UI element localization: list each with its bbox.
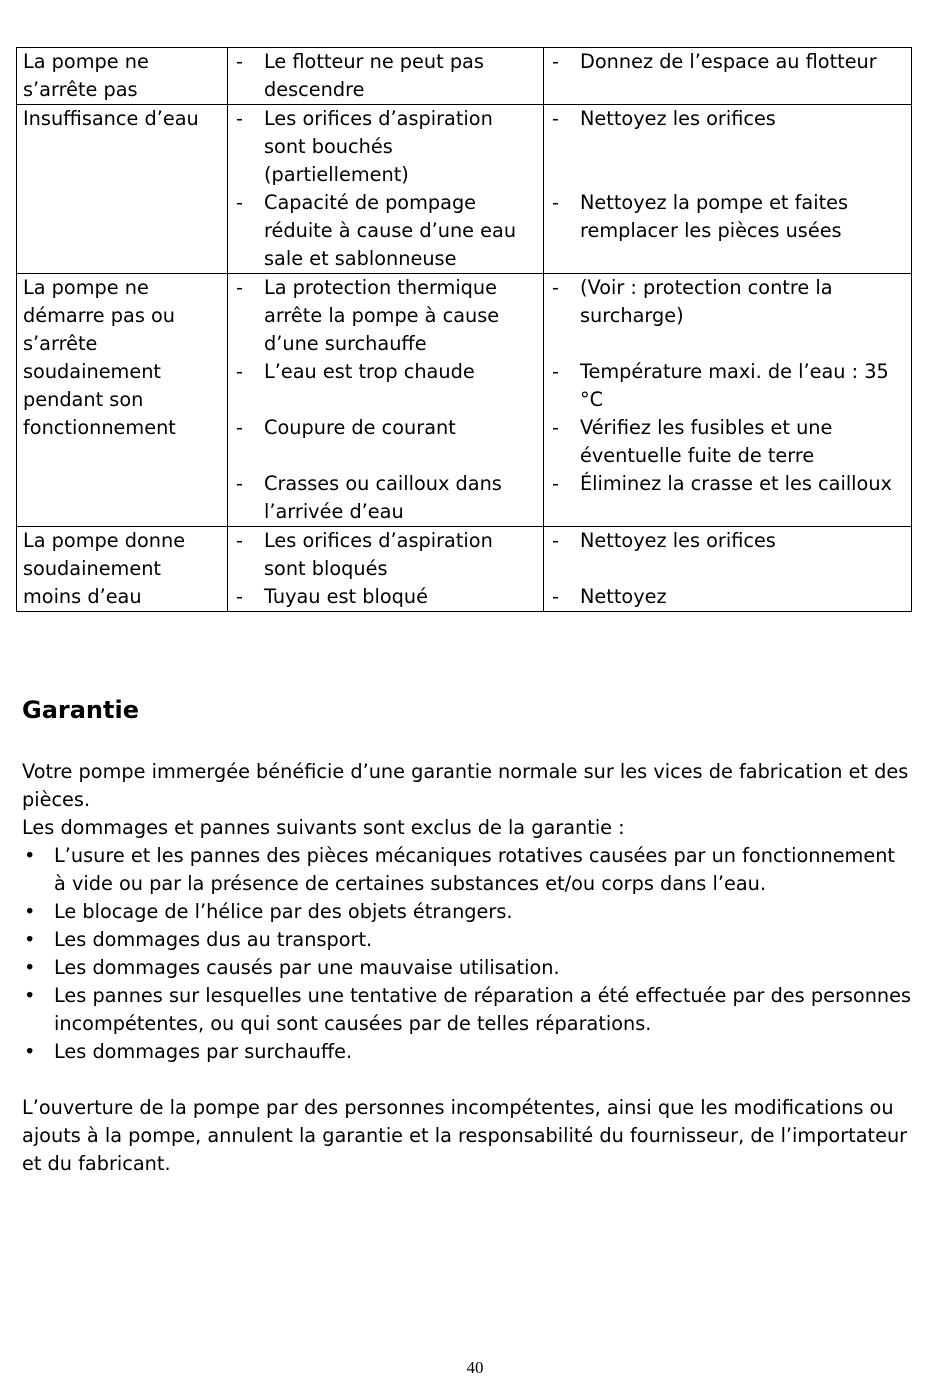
exclusion-text: Les pannes sur lesquelles une tentative de réparation a été effectuée par des personnes incompétentes, ou qui sont causées par de telles réparations.	[54, 984, 912, 1035]
cause-text: Tuyau est bloqué	[264, 585, 428, 608]
bullet-marker: •	[24, 956, 36, 979]
problem-cell	[17, 274, 228, 527]
solution-text: (Voir : protection contre la surcharge)	[580, 276, 833, 327]
dash-marker: -	[552, 276, 559, 299]
cause-cell	[228, 274, 544, 527]
bullet-marker: •	[24, 900, 36, 923]
table-row	[17, 527, 912, 612]
section-title: Garantie	[22, 696, 139, 724]
page-number: 40	[466, 1358, 484, 1377]
list-item	[22, 898, 912, 926]
exclusion-text: Les dommages causés par une mauvaise utilisation.	[54, 956, 560, 979]
solution-item	[550, 470, 907, 498]
solution-item	[550, 583, 907, 611]
solution-text: Éliminez la crasse et les cailloux	[580, 472, 892, 495]
solution-cell	[544, 105, 912, 274]
dash-marker: -	[236, 585, 243, 608]
list-item	[22, 982, 912, 1038]
dash-marker: -	[236, 107, 243, 130]
problem-text: La pompe ne s’arrête pas	[23, 50, 149, 101]
problem-text: La pompe donne soudainement moins d’eau	[23, 529, 186, 608]
problem-cell	[17, 105, 228, 274]
cause-cell	[228, 105, 544, 274]
table-row	[17, 48, 912, 105]
solution-item	[550, 274, 907, 330]
dash-marker: -	[236, 360, 243, 383]
bullet-marker: •	[24, 928, 36, 951]
table-row	[17, 105, 912, 274]
exclusion-text: Les dommages dus au transport.	[54, 928, 373, 951]
dash-marker: -	[552, 360, 559, 383]
bullet-marker: •	[24, 844, 36, 867]
dash-marker: -	[236, 276, 243, 299]
solution-text: Nettoyez	[580, 585, 667, 608]
solution-text: Donnez de l’espace au flotteur	[580, 50, 877, 73]
cause-item	[234, 48, 539, 104]
dash-marker: -	[552, 585, 559, 608]
exclusion-text: Les dommages par surchauffe.	[54, 1040, 353, 1063]
cause-text: Coupure de courant	[264, 416, 456, 439]
exclusion-list	[22, 842, 912, 1066]
bullet-marker: •	[24, 984, 36, 1007]
exclusion-text: L’usure et les pannes des pièces mécaniques rotatives causées par un fonctionnement à vide ou par la présence de certaines substances et/ou corps dans l’eau.	[54, 844, 895, 895]
cause-text: Les orifices d’aspiration sont bloqués	[264, 529, 493, 580]
solution-text: Nettoyez la pompe et faites remplacer les pièces usées	[580, 191, 849, 242]
cause-item	[234, 470, 539, 526]
cause-item	[234, 583, 539, 611]
list-item	[22, 1038, 912, 1066]
dash-marker: -	[552, 472, 559, 495]
solution-cell	[544, 48, 912, 105]
cause-text: La protection thermique arrête la pompe à cause d’une surchauffe	[264, 276, 500, 355]
problem-cell	[17, 527, 228, 612]
solution-cell	[544, 527, 912, 612]
dash-marker: -	[236, 416, 243, 439]
cause-item	[234, 527, 539, 583]
list-item	[22, 954, 912, 982]
dash-marker: -	[236, 50, 243, 73]
dash-marker: -	[552, 416, 559, 439]
cause-cell	[228, 48, 544, 105]
exclusion-text: Le blocage de l’hélice par des objets étrangers.	[54, 900, 513, 923]
solution-text: Nettoyez les orifices	[580, 107, 776, 130]
dash-marker: -	[236, 529, 243, 552]
list-item	[22, 842, 912, 898]
dash-marker: -	[236, 191, 243, 214]
dash-marker: -	[552, 191, 559, 214]
troubleshooting-table	[16, 47, 912, 612]
solution-item	[550, 105, 907, 133]
solution-item	[550, 414, 907, 470]
cause-text: L’eau est trop chaude	[264, 360, 475, 383]
cause-text: Les orifices d’aspiration sont bouchés (partiellement)	[264, 107, 493, 186]
dash-marker: -	[236, 472, 243, 495]
cause-text: Le flotteur ne peut pas descendre	[264, 50, 484, 101]
dash-marker: -	[552, 50, 559, 73]
cause-item	[234, 358, 539, 386]
solution-text: Température maxi. de l’eau : 35 °C	[580, 360, 889, 411]
warranty-closing: L’ouverture de la pompe par des personnes incompétentes, ainsi que les modifications ou ajouts à la pompe, annulent la garantie et la responsabilité du fournisseur, de l’importateur et du fabricant.	[22, 1096, 908, 1175]
warranty-intro: Votre pompe immergée bénéficie d’une garantie normale sur les vices de fabrication et des pièces.	[22, 760, 909, 811]
solution-item	[550, 358, 907, 414]
dash-marker: -	[552, 107, 559, 130]
cause-item	[234, 189, 539, 273]
solution-text: Vérifiez les fusibles et une éventuelle fuite de terre	[580, 416, 833, 467]
bullet-marker: •	[24, 1040, 36, 1063]
warranty-section	[22, 758, 912, 1178]
solution-item	[550, 48, 907, 76]
cause-cell	[228, 527, 544, 612]
cause-text: Capacité de pompage réduite à cause d’une eau sale et sablonneuse	[264, 191, 517, 270]
table-row	[17, 274, 912, 527]
solution-item	[550, 189, 907, 245]
warranty-exclusion-intro: Les dommages et pannes suivants sont exclus de la garantie :	[22, 816, 625, 839]
problem-text: Insuffisance d’eau	[23, 107, 199, 130]
dash-marker: -	[552, 529, 559, 552]
problem-cell	[17, 48, 228, 105]
solution-cell	[544, 274, 912, 527]
solution-text: Nettoyez les orifices	[580, 529, 776, 552]
problem-text: La pompe ne démarre pas ou s’arrête soudainement pendant son fonctionnement	[23, 276, 176, 439]
solution-item	[550, 527, 907, 555]
cause-item	[234, 414, 539, 442]
cause-text: Crasses ou cailloux dans l’arrivée d’eau	[264, 472, 502, 523]
cause-item	[234, 105, 539, 189]
list-item	[22, 926, 912, 954]
cause-item	[234, 274, 539, 358]
